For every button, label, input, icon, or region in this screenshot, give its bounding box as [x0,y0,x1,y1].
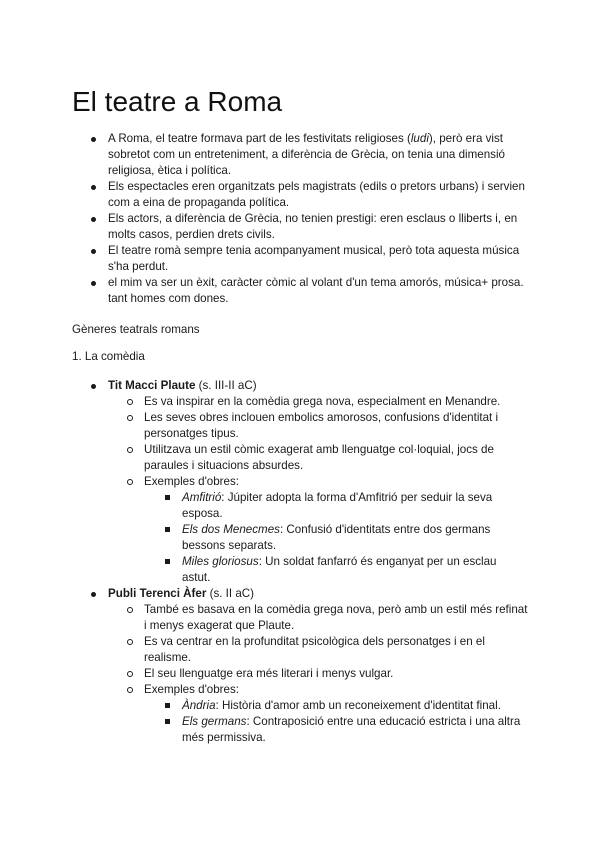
list-item: Es va centrar en la profunditat psicològica dels personatges i en el realisme. [144,634,528,666]
list-item: El teatre romà sempre tenia acompanyament musical, però tota aquesta música s'ha perdut. [108,243,528,275]
list-item: Utilitzava un estil còmic exagerat amb llenguatge col·loquial, jocs de paraules i situacions absurdes. [144,442,528,474]
list-item: Exemples d'obres: Amfitrió: Júpiter adopta la forma d'Amfitrió per seduir la seva esposa. Els dos Menecmes: Confusió d'identitats entre dos germans bessons separats. Miles gloriosus: Un soldat fanfarró és enganyat per un esclau astut. [144,474,528,586]
list-item: També es basava en la comèdia grega nova, però amb un estil més refinat i menys exagerat que Plaute. [144,603,528,632]
author-points [144,602,528,746]
comedy-heading: 1. La comèdia [72,350,145,363]
author-points [144,394,528,586]
list-item: Els actors, a diferència de Grècia, no tenien prestigi: eren esclaus o lliberts i, en molts casos, perdien drets civils. [108,211,528,243]
list-item: Exemples d'obres: Àndria: Història d'amor amb un reconeixement d'identitat final. Els germans: Contraposició entre una educació estricta i una altra més permissiva. [144,682,528,746]
page-title: El teatre a Roma [72,86,283,117]
work-item: Els dos Menecmes: Confusió d'identitats entre dos germans bessons separats. [182,522,528,554]
work-item: Àndria: Història d'amor amb un reconeixement d'identitat final. [182,698,528,714]
work-item: Els germans: Contraposició entre una educació estricta i una altra més permissiva. [182,714,528,746]
author-item: Publi Terenci Àfer (s. II aC) També es basava en la comèdia grega nova, però amb un estil més refinat i menys exagerat que Plaute. Es va centrar en la profunditat psicològica dels personatges i en el realisme. El seu llenguatge era més literari i menys vulgar. Exemples d'obres: Àndria: Història d'amor amb un reconeixement d'identitat final. Els germans: Contraposició entre una educació estricta i una altra més permissiva. [108,587,528,744]
work-item: Amfitrió: Júpiter adopta la forma d'Amfitrió per seduir la seva esposa. [182,490,528,522]
list-item: A Roma, el teatre formava part de les festivitats religioses (ludi), però era vist sobretot com un entreteniment, a diferència de Grècia, on tenia una dimensió religiosa, ètica i política. [108,131,528,179]
works-list [182,490,528,586]
list-item: el mim va ser un èxit, caràcter còmic al volant d'un tema amorós, música+ prosa. tant homes com dones. [108,275,528,307]
works-list [182,698,528,746]
intro-list [108,131,528,307]
list-item: Els espectacles eren organitzats pels magistrats (edils o pretors urbans) i servien com a eina de propaganda política. [108,179,528,211]
genres-heading: Gèneres teatrals romans [72,323,200,336]
work-item: Miles gloriosus: Un soldat fanfarró és enganyat per un esclau astut. [182,554,528,586]
author-item: Tit Macci Plaute (s. III-II aC) Es va inspirar en la comèdia grega nova, especialment en Menandre. Les seves obres inclouen embolics amorosos, confusions d'identitat i personatges tipus. Utilitzava un estil còmic exagerat amb llenguatge col·loquial, jocs de paraules i situacions absurdes. Exemples d'obres: Amfitrió: Júpiter adopta la forma d'Amfitrió per seduir la seva esposa. Els dos Menecmes: Confusió d'identitats entre dos germans bessons separats. Miles gloriosus: Un soldat fanfarró és enganyat per un esclau astut. [108,378,528,586]
author-name: Publi Terenci Àfer [108,587,207,600]
list-item: El seu llenguatge era més literari i menys vulgar. [144,666,528,682]
author-name: Tit Macci Plaute [108,379,196,392]
authors-list [108,378,528,746]
list-item: Es va inspirar en la comèdia grega nova, especialment en Menandre. [144,394,528,410]
list-item: Les seves obres inclouen embolics amorosos, confusions d'identitat i personatges tipus. [144,410,528,442]
